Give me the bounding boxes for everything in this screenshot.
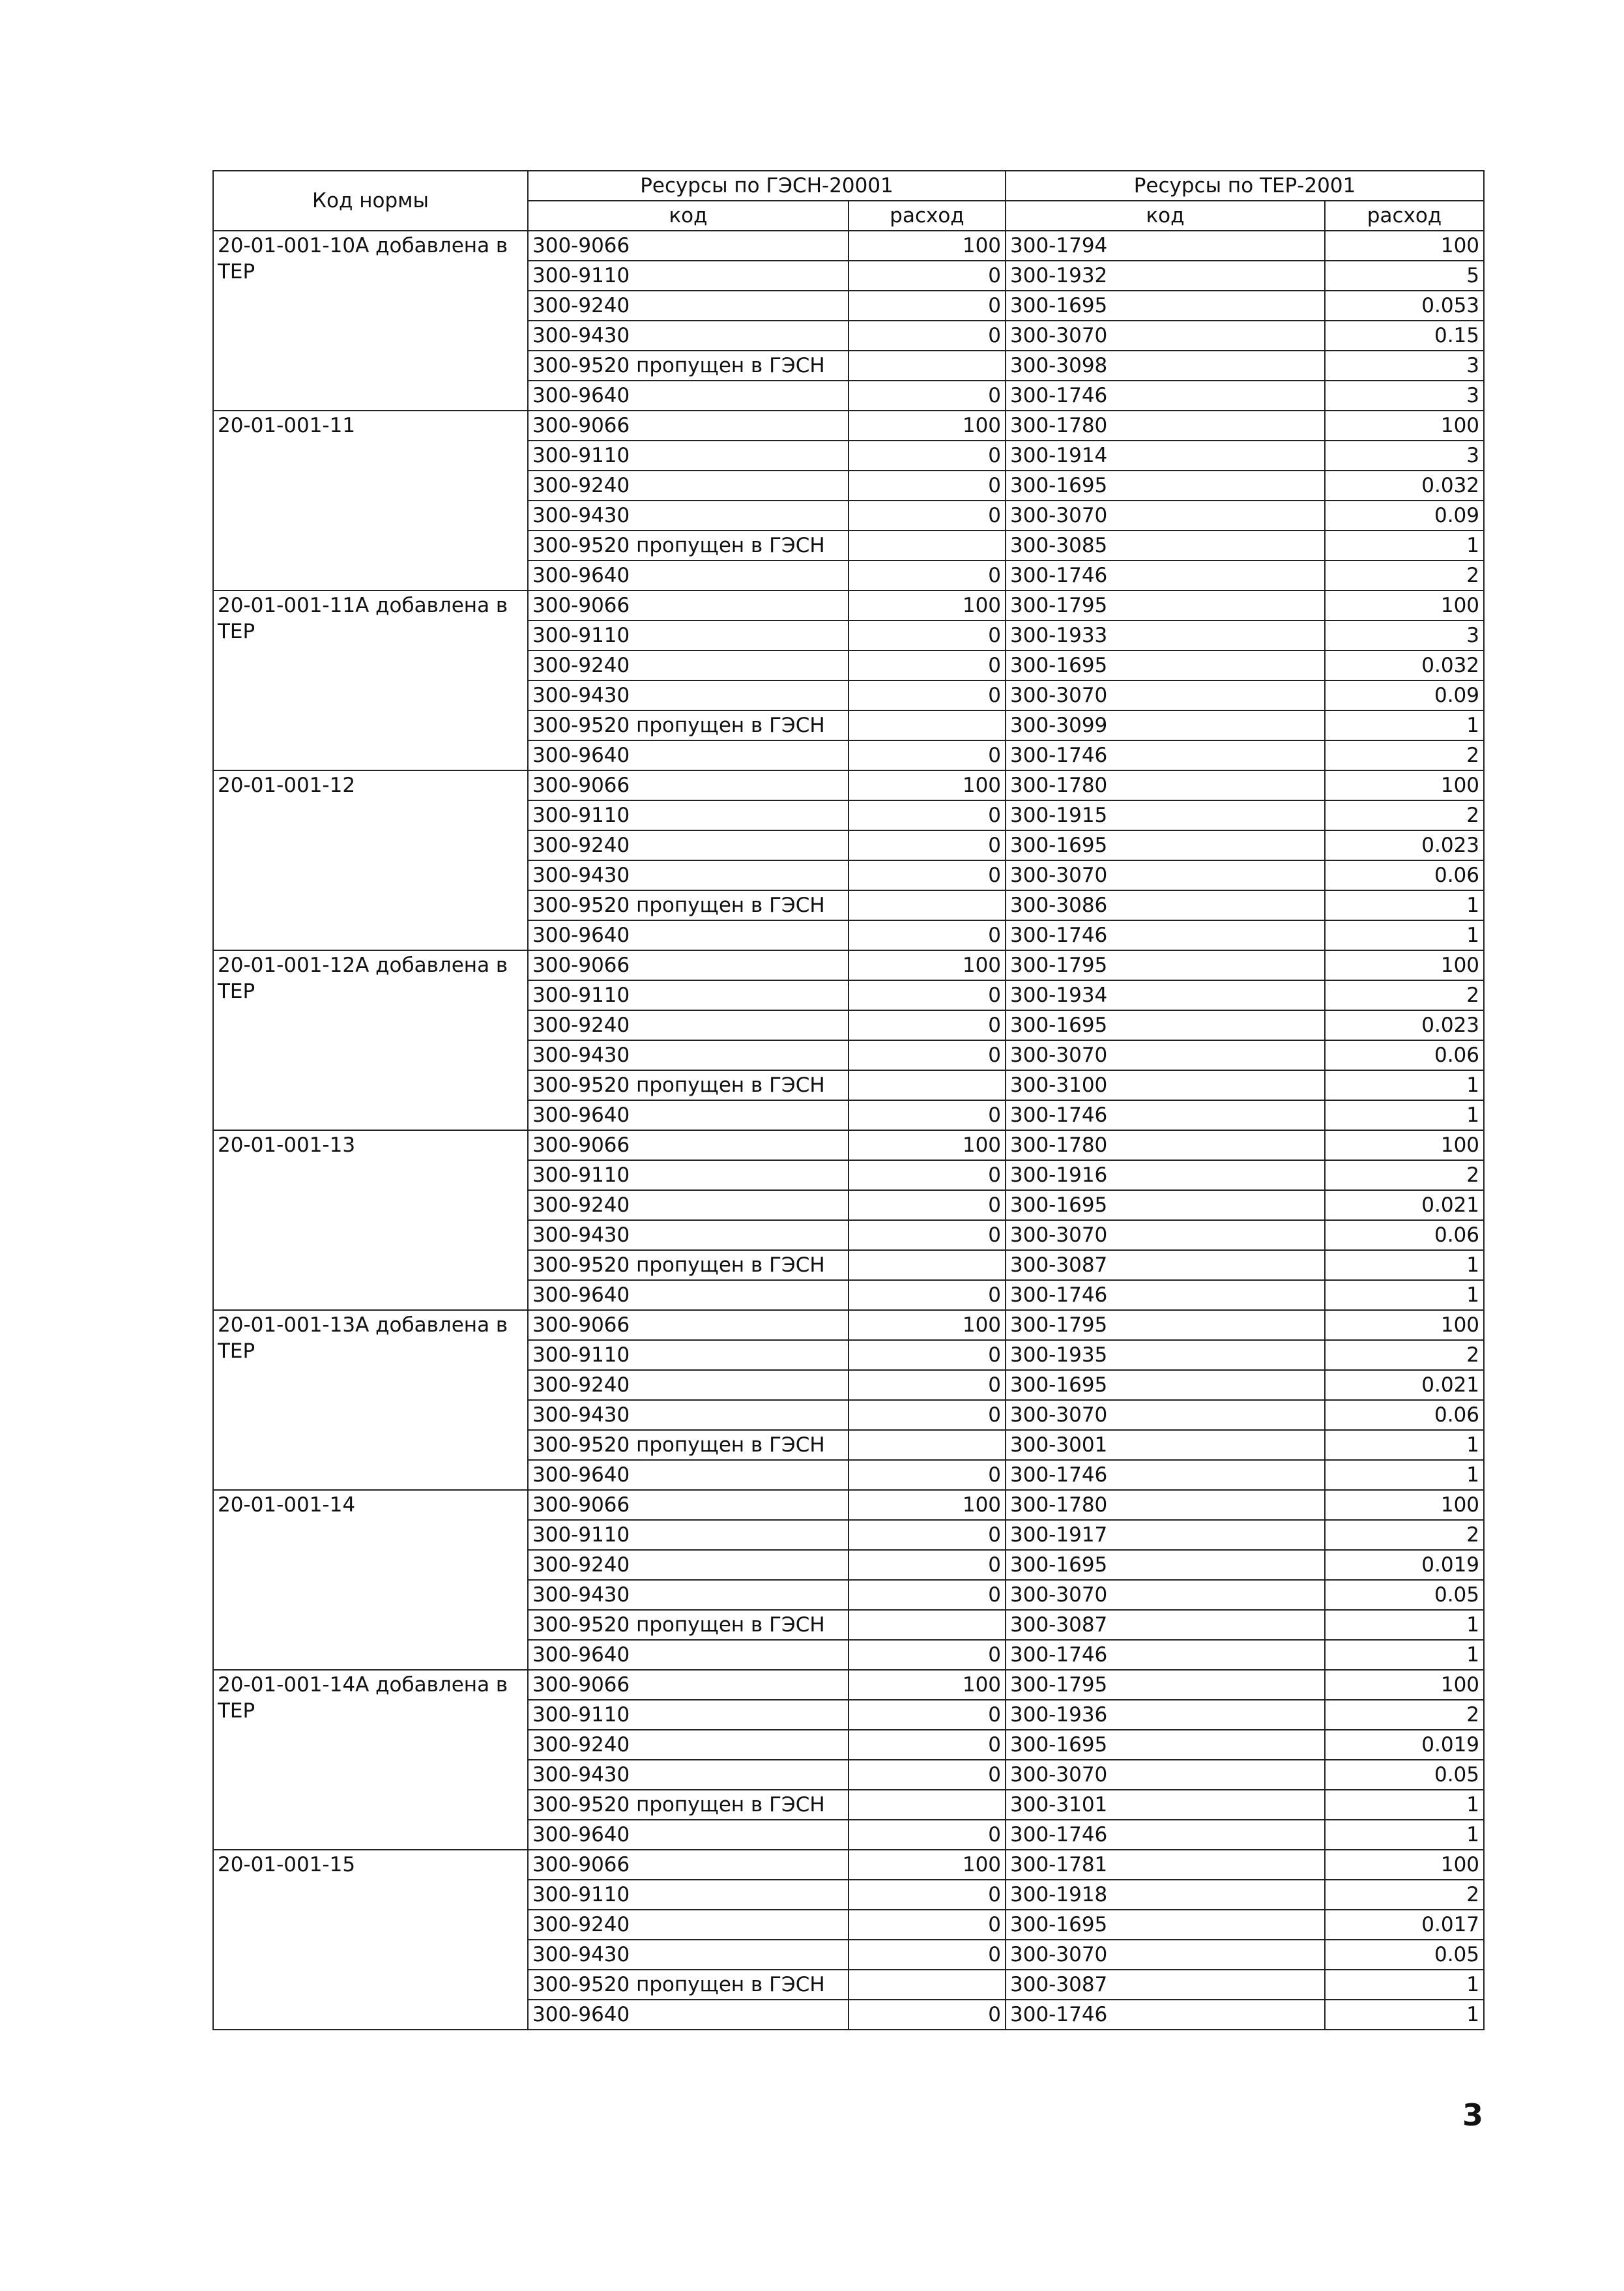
gesn-code-cell: 300-9640 (528, 1640, 848, 1670)
gesn-consumption-cell: 0 (848, 830, 1006, 860)
gesn-code-cell: 300-9240 (528, 291, 848, 321)
ter-consumption-cell: 1 (1325, 1820, 1484, 1850)
ter-code-cell: 300-1934 (1006, 980, 1325, 1010)
ter-code-cell: 300-1746 (1006, 740, 1325, 770)
gesn-consumption-cell: 0 (848, 1400, 1006, 1430)
gesn-consumption-cell: 0 (848, 1700, 1006, 1730)
gesn-consumption-cell: 0 (848, 1100, 1006, 1130)
ter-consumption-cell: 0.023 (1325, 830, 1484, 860)
ter-code-cell: 300-1932 (1006, 261, 1325, 291)
gesn-code-cell: 300-9110 (528, 261, 848, 291)
gesn-code-cell: 300-9110 (528, 1160, 848, 1190)
ter-consumption-cell: 0.05 (1325, 1760, 1484, 1790)
gesn-consumption-cell: 0 (848, 441, 1006, 471)
ter-consumption-cell: 0.032 (1325, 471, 1484, 501)
ter-code-cell: 300-3070 (1006, 1580, 1325, 1610)
ter-consumption-cell: 100 (1325, 770, 1484, 800)
gesn-code-cell: 300-9240 (528, 471, 848, 501)
ter-code-cell: 300-3070 (1006, 1760, 1325, 1790)
ter-code-cell: 300-3070 (1006, 1940, 1325, 1970)
ter-code-cell: 300-1746 (1006, 1640, 1325, 1670)
ter-consumption-cell: 1 (1325, 531, 1484, 561)
gesn-code-cell: 300-9430 (528, 1040, 848, 1070)
ter-code-cell: 300-1933 (1006, 620, 1325, 650)
gesn-code-cell: 300-9066 (528, 1670, 848, 1700)
ter-code-header: код (1006, 201, 1325, 231)
ter-consumption-cell: 100 (1325, 1850, 1484, 1880)
ter-consumption-cell: 1 (1325, 920, 1484, 950)
gesn-consumption-cell: 0 (848, 620, 1006, 650)
gesn-consumption-cell: 0 (848, 1940, 1006, 1970)
ter-code-cell: 300-1936 (1006, 1700, 1325, 1730)
ter-code-cell: 300-1746 (1006, 561, 1325, 591)
ter-code-cell: 300-3087 (1006, 1610, 1325, 1640)
ter-code-cell: 300-1695 (1006, 650, 1325, 680)
gesn-code-cell: 300-9520 пропущен в ГЭСН (528, 1070, 848, 1100)
norm-code-cell: 20-01-001-12А добавлена в ТЕР (213, 950, 528, 1130)
gesn-code-cell: 300-9430 (528, 1580, 848, 1610)
gesn-consumption-cell: 100 (848, 1130, 1006, 1160)
norm-code-cell: 20-01-001-14А добавлена в ТЕР (213, 1670, 528, 1850)
gesn-code-cell: 300-9066 (528, 591, 848, 620)
gesn-code-cell: 300-9110 (528, 1340, 848, 1370)
ter-consumption-cell: 2 (1325, 561, 1484, 591)
gesn-code-cell: 300-9640 (528, 2000, 848, 2030)
ter-code-cell: 300-1695 (1006, 830, 1325, 860)
ter-consumption-cell: 0.15 (1325, 321, 1484, 351)
ter-code-cell: 300-3070 (1006, 1040, 1325, 1070)
norm-code-cell: 20-01-001-13 (213, 1130, 528, 1310)
gesn-consumption-cell (848, 1610, 1006, 1640)
ter-code-cell: 300-1695 (1006, 1910, 1325, 1940)
gesn-code-cell: 300-9110 (528, 441, 848, 471)
norm-code-cell: 20-01-001-12 (213, 770, 528, 950)
gesn-consumption-cell (848, 1250, 1006, 1280)
gesn-code-cell: 300-9110 (528, 1880, 848, 1910)
gesn-consumption-cell (848, 531, 1006, 561)
gesn-code-cell: 300-9640 (528, 1460, 848, 1490)
table-row (213, 1670, 1484, 1700)
gesn-code-cell: 300-9066 (528, 411, 848, 441)
ter-code-cell: 300-1914 (1006, 441, 1325, 471)
ter-consumption-cell: 1 (1325, 1070, 1484, 1100)
table-row (213, 1850, 1484, 1880)
table-row (213, 770, 1484, 800)
ter-consumption-cell: 1 (1325, 1970, 1484, 2000)
gesn-code-cell: 300-9430 (528, 1400, 848, 1430)
gesn-code-cell: 300-9240 (528, 1010, 848, 1040)
table-row (213, 1310, 1484, 1340)
ter-consumption-cell: 0.05 (1325, 1940, 1484, 1970)
gesn-code-cell: 300-9520 пропущен в ГЭСН (528, 710, 848, 740)
gesn-consumption-cell: 0 (848, 1160, 1006, 1190)
norm-code-cell: 20-01-001-15 (213, 1850, 528, 2030)
gesn-code-cell: 300-9640 (528, 1820, 848, 1850)
table-row (213, 1490, 1484, 1520)
ter-code-cell: 300-3070 (1006, 321, 1325, 351)
ter-consumption-cell: 0.021 (1325, 1370, 1484, 1400)
gesn-consumption-cell: 0 (848, 1580, 1006, 1610)
ter-consumption-cell: 2 (1325, 740, 1484, 770)
ter-code-cell: 300-1780 (1006, 1490, 1325, 1520)
ter-consumption-cell: 1 (1325, 1790, 1484, 1820)
gesn-consumption-cell: 0 (848, 1040, 1006, 1070)
gesn-consumption-cell: 0 (848, 1460, 1006, 1490)
gesn-consumption-cell: 0 (848, 1340, 1006, 1370)
gesn-consumption-cell (848, 351, 1006, 381)
ter-consumption-cell: 0.032 (1325, 650, 1484, 680)
ter-code-cell: 300-1695 (1006, 471, 1325, 501)
ter-code-cell: 300-3100 (1006, 1070, 1325, 1100)
ter-consumption-cell: 2 (1325, 1880, 1484, 1910)
ter-code-cell: 300-3070 (1006, 1400, 1325, 1430)
table-body (213, 231, 1484, 2030)
gesn-consumption-cell: 0 (848, 1520, 1006, 1550)
norm-code-cell: 20-01-001-11 (213, 411, 528, 591)
ter-code-cell: 300-3070 (1006, 680, 1325, 710)
gesn-consumption-cell: 0 (848, 740, 1006, 770)
ter-consumption-header: расход (1325, 201, 1484, 231)
gesn-code-header: код (528, 201, 848, 231)
ter-code-cell: 300-1746 (1006, 1460, 1325, 1490)
ter-consumption-cell: 0.017 (1325, 1910, 1484, 1940)
gesn-consumption-cell: 100 (848, 1490, 1006, 1520)
gesn-consumption-cell (848, 1790, 1006, 1820)
gesn-consumption-cell: 100 (848, 1310, 1006, 1340)
gesn-consumption-cell: 0 (848, 2000, 1006, 2030)
gesn-consumption-cell: 0 (848, 980, 1006, 1010)
ter-consumption-cell: 0.023 (1325, 1010, 1484, 1040)
gesn-code-cell: 300-9520 пропущен в ГЭСН (528, 1250, 848, 1280)
norm-code-cell: 20-01-001-14 (213, 1490, 528, 1670)
ter-consumption-cell: 1 (1325, 1100, 1484, 1130)
ter-code-cell: 300-3070 (1006, 501, 1325, 531)
gesn-consumption-cell: 0 (848, 291, 1006, 321)
gesn-consumption-cell (848, 710, 1006, 740)
ter-consumption-cell: 1 (1325, 890, 1484, 920)
gesn-code-cell: 300-9240 (528, 1190, 848, 1220)
ter-code-cell: 300-1695 (1006, 1190, 1325, 1220)
ter-consumption-cell: 2 (1325, 1520, 1484, 1550)
gesn-code-cell: 300-9640 (528, 1100, 848, 1130)
ter-consumption-cell: 0.09 (1325, 680, 1484, 710)
ter-code-cell: 300-1746 (1006, 1280, 1325, 1310)
gesn-code-cell: 300-9240 (528, 650, 848, 680)
ter-consumption-cell: 100 (1325, 411, 1484, 441)
ter-consumption-cell: 2 (1325, 800, 1484, 830)
ter-consumption-cell: 3 (1325, 441, 1484, 471)
gesn-consumption-cell: 100 (848, 1850, 1006, 1880)
gesn-code-cell: 300-9640 (528, 920, 848, 950)
ter-consumption-cell: 0.05 (1325, 1580, 1484, 1610)
gesn-consumption-cell: 100 (848, 231, 1006, 261)
ter-consumption-cell: 2 (1325, 1160, 1484, 1190)
gesn-code-cell: 300-9066 (528, 231, 848, 261)
gesn-consumption-cell: 0 (848, 1550, 1006, 1580)
gesn-code-cell: 300-9520 пропущен в ГЭСН (528, 351, 848, 381)
ter-code-cell: 300-3086 (1006, 890, 1325, 920)
ter-consumption-cell: 2 (1325, 1700, 1484, 1730)
ter-code-cell: 300-1746 (1006, 381, 1325, 411)
gesn-code-cell: 300-9520 пропущен в ГЭСН (528, 1430, 848, 1460)
ter-code-cell: 300-1795 (1006, 1310, 1325, 1340)
ter-consumption-cell: 0.019 (1325, 1730, 1484, 1760)
ter-consumption-cell: 3 (1325, 351, 1484, 381)
ter-consumption-cell: 3 (1325, 381, 1484, 411)
gesn-consumption-cell: 100 (848, 591, 1006, 620)
gesn-consumption-cell (848, 1070, 1006, 1100)
ter-consumption-cell: 1 (1325, 1640, 1484, 1670)
ter-consumption-cell: 2 (1325, 1340, 1484, 1370)
ter-code-cell: 300-1781 (1006, 1850, 1325, 1880)
ter-code-cell: 300-3001 (1006, 1430, 1325, 1460)
gesn-consumption-cell: 0 (848, 650, 1006, 680)
ter-code-cell: 300-3099 (1006, 710, 1325, 740)
gesn-consumption-cell: 0 (848, 1220, 1006, 1250)
ter-code-cell: 300-1795 (1006, 1670, 1325, 1700)
gesn-consumption-cell: 0 (848, 860, 1006, 890)
gesn-consumption-header: расход (848, 201, 1006, 231)
ter-consumption-cell: 2 (1325, 980, 1484, 1010)
ter-code-cell: 300-1935 (1006, 1340, 1325, 1370)
ter-code-cell: 300-1915 (1006, 800, 1325, 830)
ter-consumption-cell: 1 (1325, 1610, 1484, 1640)
ter-code-cell: 300-3070 (1006, 860, 1325, 890)
gesn-code-cell: 300-9640 (528, 561, 848, 591)
gesn-consumption-cell: 0 (848, 1910, 1006, 1940)
table-row (213, 591, 1484, 620)
gesn-code-cell: 300-9430 (528, 680, 848, 710)
gesn-code-cell: 300-9066 (528, 770, 848, 800)
ter-consumption-cell: 0.06 (1325, 1400, 1484, 1430)
ter-consumption-cell: 100 (1325, 591, 1484, 620)
table-row (213, 1130, 1484, 1160)
gesn-consumption-cell: 100 (848, 1670, 1006, 1700)
gesn-consumption-cell: 0 (848, 920, 1006, 950)
norm-code-cell: 20-01-001-13А добавлена в ТЕР (213, 1310, 528, 1490)
ter-code-cell: 300-1780 (1006, 411, 1325, 441)
ter-code-cell: 300-1746 (1006, 1820, 1325, 1850)
gesn-code-cell: 300-9240 (528, 1730, 848, 1760)
gesn-consumption-cell: 0 (848, 1190, 1006, 1220)
ter-code-cell: 300-1917 (1006, 1520, 1325, 1550)
gesn-code-cell: 300-9640 (528, 381, 848, 411)
gesn-consumption-cell: 0 (848, 561, 1006, 591)
ter-resources-header: Ресурсы по ТЕР-2001 (1006, 171, 1484, 201)
gesn-code-cell: 300-9520 пропущен в ГЭСН (528, 890, 848, 920)
ter-code-cell: 300-3101 (1006, 1790, 1325, 1820)
gesn-code-cell: 300-9430 (528, 1760, 848, 1790)
gesn-consumption-cell: 0 (848, 1370, 1006, 1400)
ter-code-cell: 300-1780 (1006, 770, 1325, 800)
ter-code-cell: 300-1746 (1006, 920, 1325, 950)
ter-code-cell: 300-1695 (1006, 291, 1325, 321)
gesn-consumption-cell: 100 (848, 950, 1006, 980)
ter-consumption-cell: 100 (1325, 231, 1484, 261)
ter-code-cell: 300-3085 (1006, 531, 1325, 561)
ter-code-cell: 300-1795 (1006, 591, 1325, 620)
gesn-consumption-cell: 0 (848, 321, 1006, 351)
gesn-consumption-cell: 0 (848, 1280, 1006, 1310)
gesn-consumption-cell: 0 (848, 261, 1006, 291)
ter-code-cell: 300-3087 (1006, 1250, 1325, 1280)
ter-code-cell: 300-1794 (1006, 231, 1325, 261)
ter-consumption-cell: 0.019 (1325, 1550, 1484, 1580)
gesn-code-cell: 300-9066 (528, 950, 848, 980)
ter-consumption-cell: 1 (1325, 2000, 1484, 2030)
gesn-consumption-cell: 100 (848, 770, 1006, 800)
ter-consumption-cell: 100 (1325, 1670, 1484, 1700)
ter-code-cell: 300-1695 (1006, 1370, 1325, 1400)
ter-code-cell: 300-3098 (1006, 351, 1325, 381)
gesn-consumption-cell: 0 (848, 1820, 1006, 1850)
gesn-consumption-cell: 0 (848, 1010, 1006, 1040)
gesn-consumption-cell: 0 (848, 1880, 1006, 1910)
norm-code-header: Код нормы (213, 171, 528, 231)
ter-consumption-cell: 1 (1325, 1430, 1484, 1460)
gesn-consumption-cell (848, 1430, 1006, 1460)
ter-consumption-cell: 0.06 (1325, 1220, 1484, 1250)
gesn-resources-header: Ресурсы по ГЭСН-20001 (528, 171, 1006, 201)
ter-code-cell: 300-1695 (1006, 1010, 1325, 1040)
ter-code-cell: 300-1746 (1006, 2000, 1325, 2030)
gesn-consumption-cell: 0 (848, 1760, 1006, 1790)
gesn-code-cell: 300-9430 (528, 321, 848, 351)
ter-consumption-cell: 0.06 (1325, 860, 1484, 890)
table-row (213, 231, 1484, 261)
ter-consumption-cell: 3 (1325, 620, 1484, 650)
gesn-code-cell: 300-9520 пропущен в ГЭСН (528, 1790, 848, 1820)
gesn-consumption-cell: 0 (848, 800, 1006, 830)
ter-code-cell: 300-3070 (1006, 1220, 1325, 1250)
table-row (213, 950, 1484, 980)
ter-consumption-cell: 0.053 (1325, 291, 1484, 321)
ter-consumption-cell: 0.06 (1325, 1040, 1484, 1070)
gesn-consumption-cell: 0 (848, 501, 1006, 531)
gesn-consumption-cell: 0 (848, 1730, 1006, 1760)
gesn-consumption-cell: 0 (848, 471, 1006, 501)
gesn-code-cell: 300-9110 (528, 980, 848, 1010)
gesn-code-cell: 300-9066 (528, 1850, 848, 1880)
ter-consumption-cell: 100 (1325, 1310, 1484, 1340)
ter-consumption-cell: 1 (1325, 710, 1484, 740)
norm-code-cell: 20-01-001-11А добавлена в ТЕР (213, 591, 528, 770)
ter-code-cell: 300-3087 (1006, 1970, 1325, 2000)
table-header (213, 171, 1484, 231)
ter-code-cell: 300-1695 (1006, 1550, 1325, 1580)
ter-consumption-cell: 100 (1325, 1130, 1484, 1160)
resource-table (212, 170, 1485, 2030)
ter-consumption-cell: 100 (1325, 1490, 1484, 1520)
gesn-consumption-cell: 0 (848, 1640, 1006, 1670)
page-number: 3 (1462, 2097, 1484, 2133)
table-row (213, 411, 1484, 441)
ter-code-cell: 300-1916 (1006, 1160, 1325, 1190)
norm-code-cell: 20-01-001-10А добавлена в ТЕР (213, 231, 528, 411)
gesn-code-cell: 300-9240 (528, 830, 848, 860)
gesn-consumption-cell (848, 890, 1006, 920)
gesn-code-cell: 300-9110 (528, 1700, 848, 1730)
ter-consumption-cell: 1 (1325, 1250, 1484, 1280)
gesn-code-cell: 300-9430 (528, 501, 848, 531)
gesn-code-cell: 300-9066 (528, 1310, 848, 1340)
ter-consumption-cell: 100 (1325, 950, 1484, 980)
gesn-code-cell: 300-9240 (528, 1370, 848, 1400)
gesn-code-cell: 300-9520 пропущен в ГЭСН (528, 1610, 848, 1640)
ter-code-cell: 300-1795 (1006, 950, 1325, 980)
gesn-consumption-cell: 0 (848, 381, 1006, 411)
gesn-code-cell: 300-9110 (528, 1520, 848, 1550)
ter-code-cell: 300-1780 (1006, 1130, 1325, 1160)
gesn-code-cell: 300-9430 (528, 1220, 848, 1250)
gesn-code-cell: 300-9430 (528, 1940, 848, 1970)
gesn-code-cell: 300-9110 (528, 800, 848, 830)
ter-consumption-cell: 1 (1325, 1280, 1484, 1310)
ter-code-cell: 300-1746 (1006, 1100, 1325, 1130)
gesn-code-cell: 300-9640 (528, 740, 848, 770)
ter-code-cell: 300-1695 (1006, 1730, 1325, 1760)
gesn-code-cell: 300-9520 пропущен в ГЭСН (528, 1970, 848, 2000)
gesn-code-cell: 300-9240 (528, 1910, 848, 1940)
gesn-consumption-cell: 100 (848, 411, 1006, 441)
gesn-code-cell: 300-9640 (528, 1280, 848, 1310)
ter-code-cell: 300-1918 (1006, 1880, 1325, 1910)
gesn-consumption-cell (848, 1970, 1006, 2000)
ter-consumption-cell: 1 (1325, 1460, 1484, 1490)
ter-consumption-cell: 0.021 (1325, 1190, 1484, 1220)
gesn-code-cell: 300-9066 (528, 1490, 848, 1520)
gesn-consumption-cell: 0 (848, 680, 1006, 710)
ter-consumption-cell: 5 (1325, 261, 1484, 291)
gesn-code-cell: 300-9110 (528, 620, 848, 650)
gesn-code-cell: 300-9066 (528, 1130, 848, 1160)
gesn-code-cell: 300-9240 (528, 1550, 848, 1580)
gesn-code-cell: 300-9430 (528, 860, 848, 890)
gesn-code-cell: 300-9520 пропущен в ГЭСН (528, 531, 848, 561)
ter-consumption-cell: 0.09 (1325, 501, 1484, 531)
